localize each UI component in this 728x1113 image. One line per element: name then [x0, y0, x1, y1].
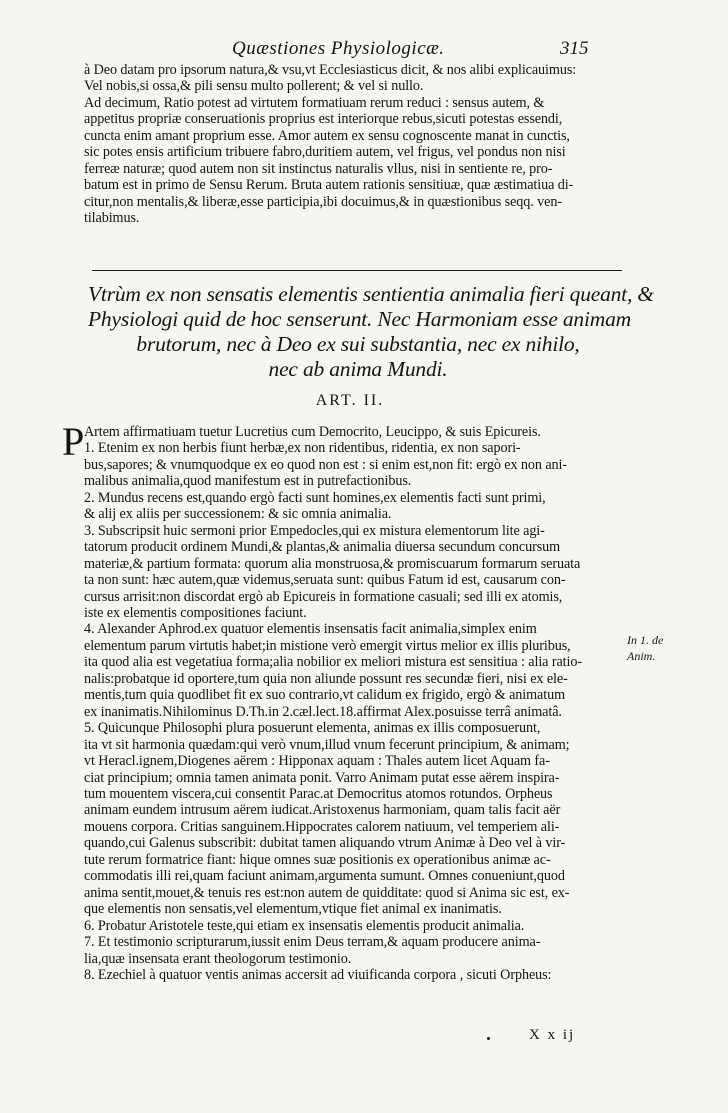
text-line: batum est in primo de Sensu Rerum. Bruta autem rationis sensitiuæ, quæ æstimatiua di- [84, 177, 574, 194]
text-line: appetitus propriæ conseruationis proprius est interiorque rebus,sicuti potestas essendi, [84, 111, 563, 128]
text-line: ita vt sit harmonia quædam:qui verò vnum,illud vnum fecerunt principium, & animam; [84, 736, 570, 753]
text-line: 2. Mundus recens est,quando ergò facti sunt homines,ex elementis facti sunt primi, [84, 489, 546, 506]
text-line: 5. Quicunque Philosophi plura posuerunt elementa, animas ex illis composuerunt, [84, 720, 541, 737]
text-line: tatorum producit ordinem Mundi,& plantas,& animalia diuersa secundum concursum [84, 539, 561, 556]
text-line: ita quod alia est vegetatiua forma;alia nobilior ex meliori mistura est sensitiua : alia ratio- [84, 654, 582, 671]
text-line: Artem affirmatiuam tuetur Lucretius cum Democrito, Leucippo, & suis Epicureis. [84, 424, 541, 440]
text-line: commodatis illi rei,quam faciunt animam,argumenta sumunt. Omnes conueniunt,quod [84, 868, 565, 885]
text-line: elementum parum virtutis habet;in mistione verò emergit virtus melior ex illis pluribus, [84, 637, 571, 654]
text-line: 7. Et testimonio scripturarum,iussit enim Deus terram,& aquam producere anima- [84, 934, 541, 951]
title-line: Vtrùm ex non sensatis elementis sentientia animalia fieri queant, & [88, 282, 654, 306]
text-line: ciat principium; omnia tamen animata ponit. Varro Animam putat esse aërem inspira- [84, 769, 560, 786]
text-line: sic potes ensis artificium tribuere fabro,duritiem autem, vel frigus, vel pondus non nisi [84, 144, 566, 161]
text-line: anima sentit,mouet,& tenuis res est:non autem de quidditate: quod si Anima sic est, ex- [84, 884, 570, 901]
text-line: 3. Subscripsit huic sermoni prior Empedocles,qui ex mistura elementorum lite agi- [84, 522, 545, 539]
title-line: brutorum, nec à Deo ex sui substantia, nec ex nihilo, [136, 332, 580, 356]
text-line: Ad decimum, Ratio potest ad virtutem formatiuam rerum reduci : sensus autem, & [84, 94, 545, 111]
text-line: que elementis non sensatis,vel elementum,vtique fiet animal ex inanimatis. [84, 901, 502, 918]
article-body [84, 424, 624, 983]
text-line: Vel nobis,si ossa,& pili sensu multo pollerent; & vel si nullo. [84, 78, 424, 95]
title-line: nec ab anima Mundi. [268, 357, 448, 381]
running-title: Quæstiones Physiologicæ. [232, 38, 445, 59]
article-title [88, 282, 654, 382]
article-heading: ART. II. [315, 392, 385, 409]
text-line: 6. Probatur Aristotele teste,qui etiam ex insensatis elementis producit animalia. [84, 917, 525, 934]
text-line: tum mouentem viscera,cui consentit Parac.at Democritus atomos rotundos. Orpheus [84, 785, 553, 802]
text-line: mouens corpora. Critias sanguinem.Hippocrates calorem natiuum, vel temperiem ali- [84, 818, 560, 835]
text-line: & alij ex aliis per successionem: & sic omnia animalia. [84, 506, 392, 523]
text-line: tilabimus. [84, 210, 140, 227]
print-speck [487, 1037, 490, 1040]
text-line: cuncta enim amant proprium esse. Amor autem ex sensu cognoscente manat in cunctis, [84, 127, 570, 144]
text-line: iste ex elementis compositiones faciunt. [84, 604, 307, 621]
text-line: cursus arrisit:non discordat ergò ab Epicureis in formatione casuali; sed illi ex atomis, [84, 588, 563, 605]
text-line: malibus animalia,quod manifestum est in putrefactionibus. [84, 473, 412, 490]
text-line: ferreæ naturæ; quod autem non sit instinctus naturalis vllus, nisi in sentiente re, pro- [84, 160, 553, 177]
text-line: citur,non mentalis,& liberæ,esse participia,ibi docuimus,& in quæstionibus seqq. ven- [84, 193, 562, 210]
text-line: bus,sapores; & vnumquodque ex eo quod non est : si enim est,non fit: ergò ex non ani- [84, 456, 567, 473]
text-line: ta non sunt: hæc autem,quæ videmus,seruata sunt: quibus Fatum id est, causarum con- [84, 572, 566, 589]
text-line: 4. Alexander Aphrod.ex quatuor elementis insensatis facit animalia,simplex enim [84, 621, 537, 638]
text-line: nalis:probatque id oportere,tum quia non aliunde possunt res secundæ fieri, nisi ex ele- [84, 670, 568, 687]
text-line: quando,cui Galenus subscribit: dubitat tamen aliquando vtrum Animæ à Deo vel à vir- [84, 835, 566, 852]
text-line: animam eundem intrusum aërem iudicat.Aristoxenus harmoniam, quam talis facit aër [84, 802, 561, 819]
text-line: ex inanimatis.Nihilominus D.Th.in 2.cæl.lect.18.affirmat Alex.posuisse terrâ animatâ. [84, 703, 562, 720]
title-line: Physiologi quid de hoc senserunt. Nec Harmoniam esse animam [88, 307, 631, 331]
margin-note [627, 632, 663, 664]
page-number: 315 [560, 38, 589, 59]
text-line: à Deo datam pro ipsorum natura,& vsu,vt Ecclesiasticus dicit, & nos alibi explicauimus: [84, 62, 577, 78]
text-line: materiæ,& partium formata: quorum alia monstruosa,& promiscuarum formarum seruata [84, 555, 581, 572]
text-line: 8. Ezechiel à quatuor ventis animas accersit ad viuificanda corpora , sicuti Orpheus: [84, 966, 552, 983]
text-line: lia,quæ insensata erant theologorum testimonio. [84, 950, 352, 967]
text-line: vt Heracl.ignem,Diogenes aërem : Hipponax aquam : Thales autem licet Aquam fa- [84, 753, 550, 770]
text-line: mentis,tum quia quodlibet fit ex suo contrario,vt calidum ex frigido, ergò & animatum [84, 687, 566, 704]
section-divider [92, 270, 622, 271]
margin-note-line: In 1. de [627, 633, 664, 647]
signature-mark: X x ij [529, 1027, 576, 1043]
text-line: tute rerum formatrice fiant: hique omnes suæ positionis ex operationibus animæ ac- [84, 851, 551, 868]
text-line: 1. Etenim ex non herbis fiunt herbæ,ex non ridentibus, ridentia, ex non sapori- [84, 440, 521, 457]
preceding-text [84, 62, 624, 227]
margin-note-line: Anim. [627, 649, 656, 663]
drop-cap: P [62, 419, 85, 464]
